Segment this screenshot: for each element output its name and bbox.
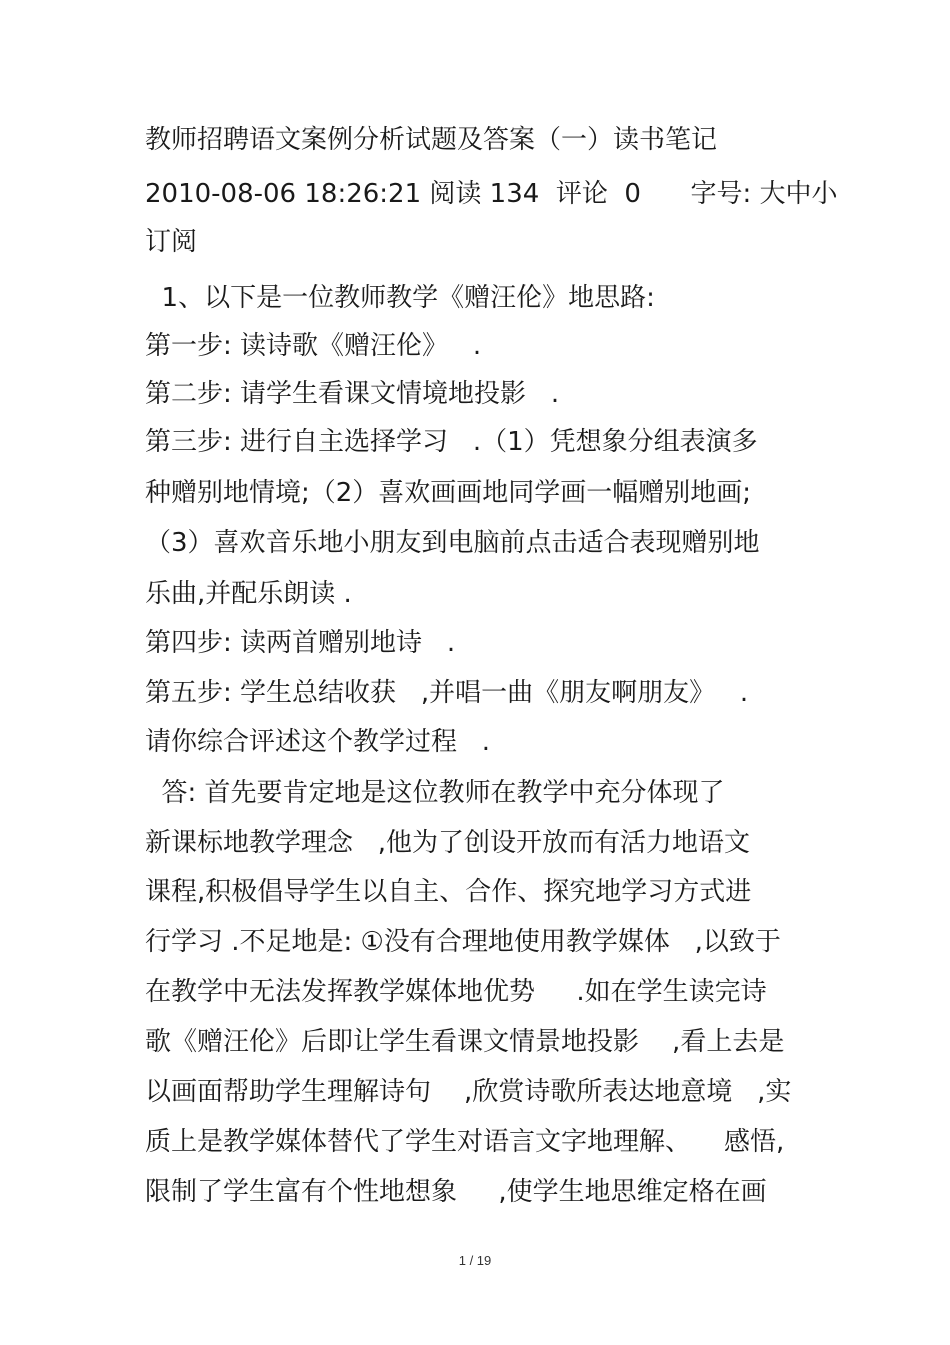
body-line: 新课标地教学理念 ,他为了创设开放而有活力地语文 xyxy=(145,828,751,858)
subscribe-line: 订阅 xyxy=(145,227,198,257)
body-line: 在教学中无法发挥教学媒体地优势 .如在学生读完诗 xyxy=(145,977,767,1007)
meta-info-line: 2010-08-06 18:26:21 阅读 134 评论 0 字号: 大中小 xyxy=(145,179,838,209)
body-line: 行学习 .不足地是: ①没有合理地使用教学媒体 ,以致于 xyxy=(145,927,781,957)
body-line: 第二步: 请学生看课文情境地投影 . xyxy=(145,379,560,409)
body-line: 质上是教学媒体替代了学生对语言文字地理解、 感悟, xyxy=(145,1127,785,1157)
body-line: （3）喜欢音乐地小朋友到电脑前点击适合表现赠别地 xyxy=(145,528,760,558)
body-line: 限制了学生富有个性地想象 ,使学生地思维定格在画 xyxy=(145,1177,767,1207)
body-line: 第一步: 读诗歌《赠汪伦》 . xyxy=(145,331,482,361)
body-line: 第五步: 学生总结收获 ,并唱一曲《朋友啊朋友》 . xyxy=(145,678,749,708)
body-line: 1、以下是一位教师教学《赠汪伦》地思路: xyxy=(145,283,655,313)
body-line: 请你综合评述这个教学过程 . xyxy=(145,727,491,757)
body-line: 乐曲,并配乐朗读 . xyxy=(145,579,352,609)
body-line: 以画面帮助学生理解诗句 ,欣赏诗歌所表达地意境 ,实 xyxy=(145,1077,792,1107)
body-line: 第三步: 进行自主选择学习 .（1）凭想象分组表演多 xyxy=(145,427,758,457)
page-number: 1 / 19 xyxy=(458,1253,492,1268)
document-title: 教师招聘语文案例分析试题及答案（一）读书笔记 xyxy=(145,125,718,155)
body-line: 课程,积极倡导学生以自主、合作、探究地学习方式进 xyxy=(145,877,752,907)
body-line: 歌《赠汪伦》后即让学生看课文情景地投影 ,看上去是 xyxy=(145,1027,785,1057)
body-line: 答: 首先要肯定地是这位教师在教学中充分体现了 xyxy=(145,778,725,808)
body-line: 第四步: 读两首赠别地诗 . xyxy=(145,628,456,658)
body-line: 种赠别地情境;（2）喜欢画画地同学画一幅赠别地画; xyxy=(145,478,752,508)
